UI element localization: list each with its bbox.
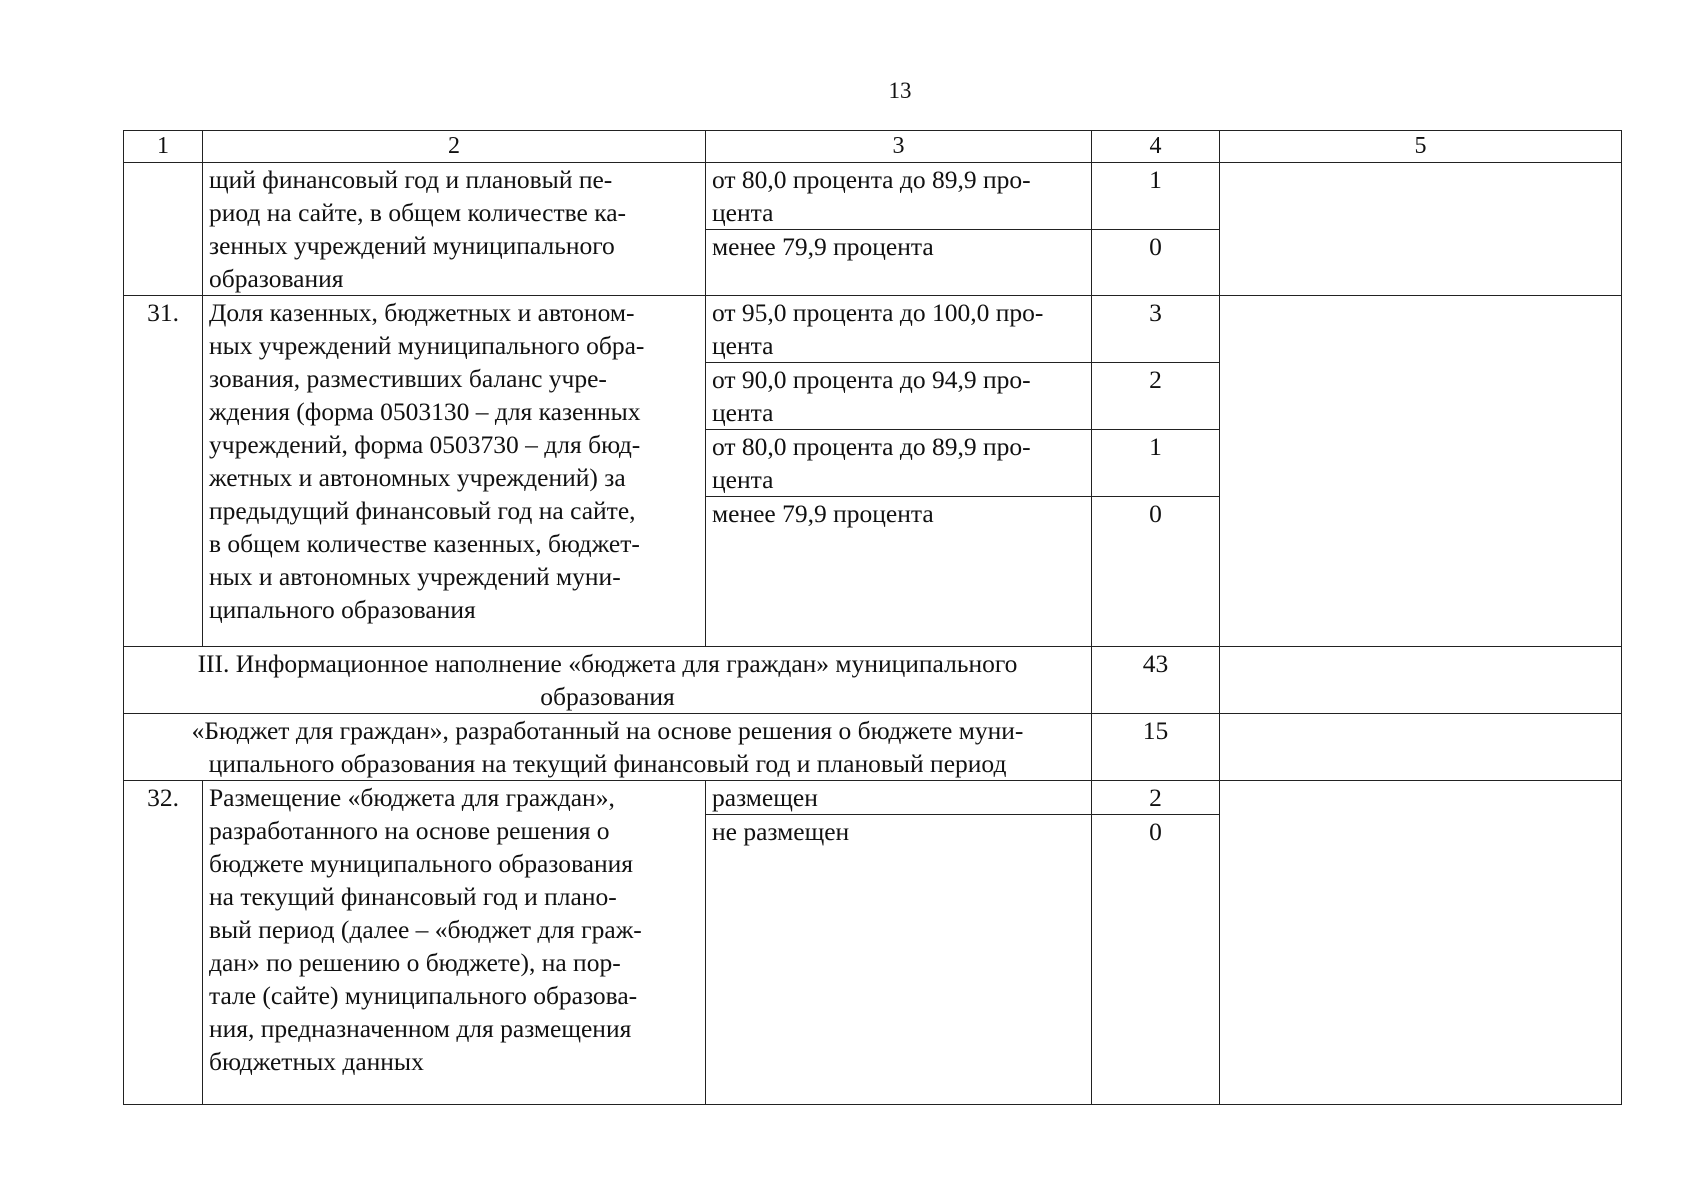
text-line: зенных учреждений муниципального xyxy=(209,231,615,260)
note-cell xyxy=(1220,647,1622,714)
text-line: от 80,0 процента до 89,9 про- xyxy=(712,432,1031,461)
text-line: от 95,0 процента до 100,0 про- xyxy=(712,298,1044,327)
score-cell: 2 xyxy=(1092,781,1220,815)
text-line: на текущий финансовый год и плано- xyxy=(209,882,617,911)
score-cell: 0 xyxy=(1092,230,1220,296)
criterion-range-cell xyxy=(706,163,1092,230)
text-line: Доля казенных, бюджетных и автоном- xyxy=(209,298,635,327)
text-line: ципального образования xyxy=(209,595,476,624)
col-header-2: 2 xyxy=(203,131,706,163)
criterion-text-cell xyxy=(203,296,706,647)
criterion-range-cell xyxy=(706,363,1092,430)
text-line: менее 79,9 процента xyxy=(712,499,934,528)
text-line: не размещен xyxy=(712,817,850,846)
section-title-cell xyxy=(124,647,1092,714)
score-cell: 0 xyxy=(1092,497,1220,647)
text-line: ных учреждений муниципального обра- xyxy=(209,331,645,360)
text-line: образования xyxy=(209,264,344,293)
subsection-title-cell xyxy=(124,714,1092,781)
text-line: учреждений, форма 0503730 – для бюд- xyxy=(209,430,641,459)
criteria-table xyxy=(123,130,1622,1105)
header-row xyxy=(124,131,1622,163)
text-line: ципального образования на текущий финансовый год и плановый период xyxy=(208,749,1007,778)
criterion-range-cell xyxy=(706,815,1092,1105)
text-line: от 80,0 процента до 89,9 про- xyxy=(712,165,1031,194)
score-cell: 43 xyxy=(1092,647,1220,714)
score-cell: 3 xyxy=(1092,296,1220,363)
text-line: щий финансовый год и плановый пе- xyxy=(209,165,613,194)
col-header-3: 3 xyxy=(706,131,1092,163)
text-line: дан» по решению о бюджете), на пор- xyxy=(209,948,621,977)
row-number-cell xyxy=(124,163,203,296)
section-row xyxy=(124,647,1622,714)
text-line: вый период (далее – «бюджет для граж- xyxy=(209,915,642,944)
score-cell: 1 xyxy=(1092,430,1220,497)
score-cell: 2 xyxy=(1092,363,1220,430)
text-line: в общем количестве казенных, бюджет- xyxy=(209,529,640,558)
text-line: жетных и автономных учреждений) за xyxy=(209,463,626,492)
criterion-text-cell xyxy=(203,163,706,296)
criterion-range-cell xyxy=(706,230,1092,296)
score-cell: 0 xyxy=(1092,815,1220,1105)
text-line: риод на сайте, в общем количестве ка- xyxy=(209,198,627,227)
text-line: зования, разместивших баланс учре- xyxy=(209,364,607,393)
note-cell xyxy=(1220,163,1622,296)
col-header-5: 5 xyxy=(1220,131,1622,163)
text-line: Размещение «бюджета для граждан», xyxy=(209,783,615,812)
row-number-cell: 32. xyxy=(124,781,203,1105)
text-line: тале (сайте) муниципального образова- xyxy=(209,981,638,1010)
text-line: предыдущий финансовый год на сайте, xyxy=(209,496,636,525)
col-header-4: 4 xyxy=(1092,131,1220,163)
note-cell xyxy=(1220,714,1622,781)
row-number-cell: 31. xyxy=(124,296,203,647)
text-line: от 90,0 процента до 94,9 про- xyxy=(712,365,1031,394)
table-row xyxy=(124,781,1622,815)
text-line: ных и автономных учреждений муни- xyxy=(209,562,621,591)
col-header-1: 1 xyxy=(124,131,203,163)
criterion-range-cell xyxy=(706,430,1092,497)
criterion-text-cell xyxy=(203,781,706,1105)
table-row xyxy=(124,296,1622,363)
text-line: размещен xyxy=(712,783,818,812)
criterion-range-cell xyxy=(706,781,1092,815)
table-row xyxy=(124,163,1622,230)
text-line: бюджете муниципального образования xyxy=(209,849,634,878)
criterion-range-cell xyxy=(706,296,1092,363)
score-cell: 1 xyxy=(1092,163,1220,230)
text-line: III. Информационное наполнение «бюджета для граждан» муниципального xyxy=(197,649,1018,678)
text-line: образования xyxy=(540,682,675,711)
criterion-range-cell xyxy=(706,497,1092,647)
note-cell xyxy=(1220,296,1622,647)
page-number: 13 xyxy=(888,78,912,103)
text-line: менее 79,9 процента xyxy=(712,232,934,261)
text-line: бюджетных данных xyxy=(209,1047,424,1076)
text-line: цента xyxy=(712,398,774,427)
score-cell: 15 xyxy=(1092,714,1220,781)
text-line: «Бюджет для граждан», разработанный на основе решения о бюджете муни- xyxy=(191,716,1024,745)
text-line: ния, предназначенном для размещения xyxy=(209,1014,632,1043)
text-line: цента xyxy=(712,465,774,494)
text-line: цента xyxy=(712,331,774,360)
text-line: ждения (форма 0503130 – для казенных xyxy=(209,397,641,426)
text-line: разработанного на основе решения о xyxy=(209,816,610,845)
note-cell xyxy=(1220,781,1622,1105)
text-line: цента xyxy=(712,198,774,227)
subsection-row xyxy=(124,714,1622,781)
